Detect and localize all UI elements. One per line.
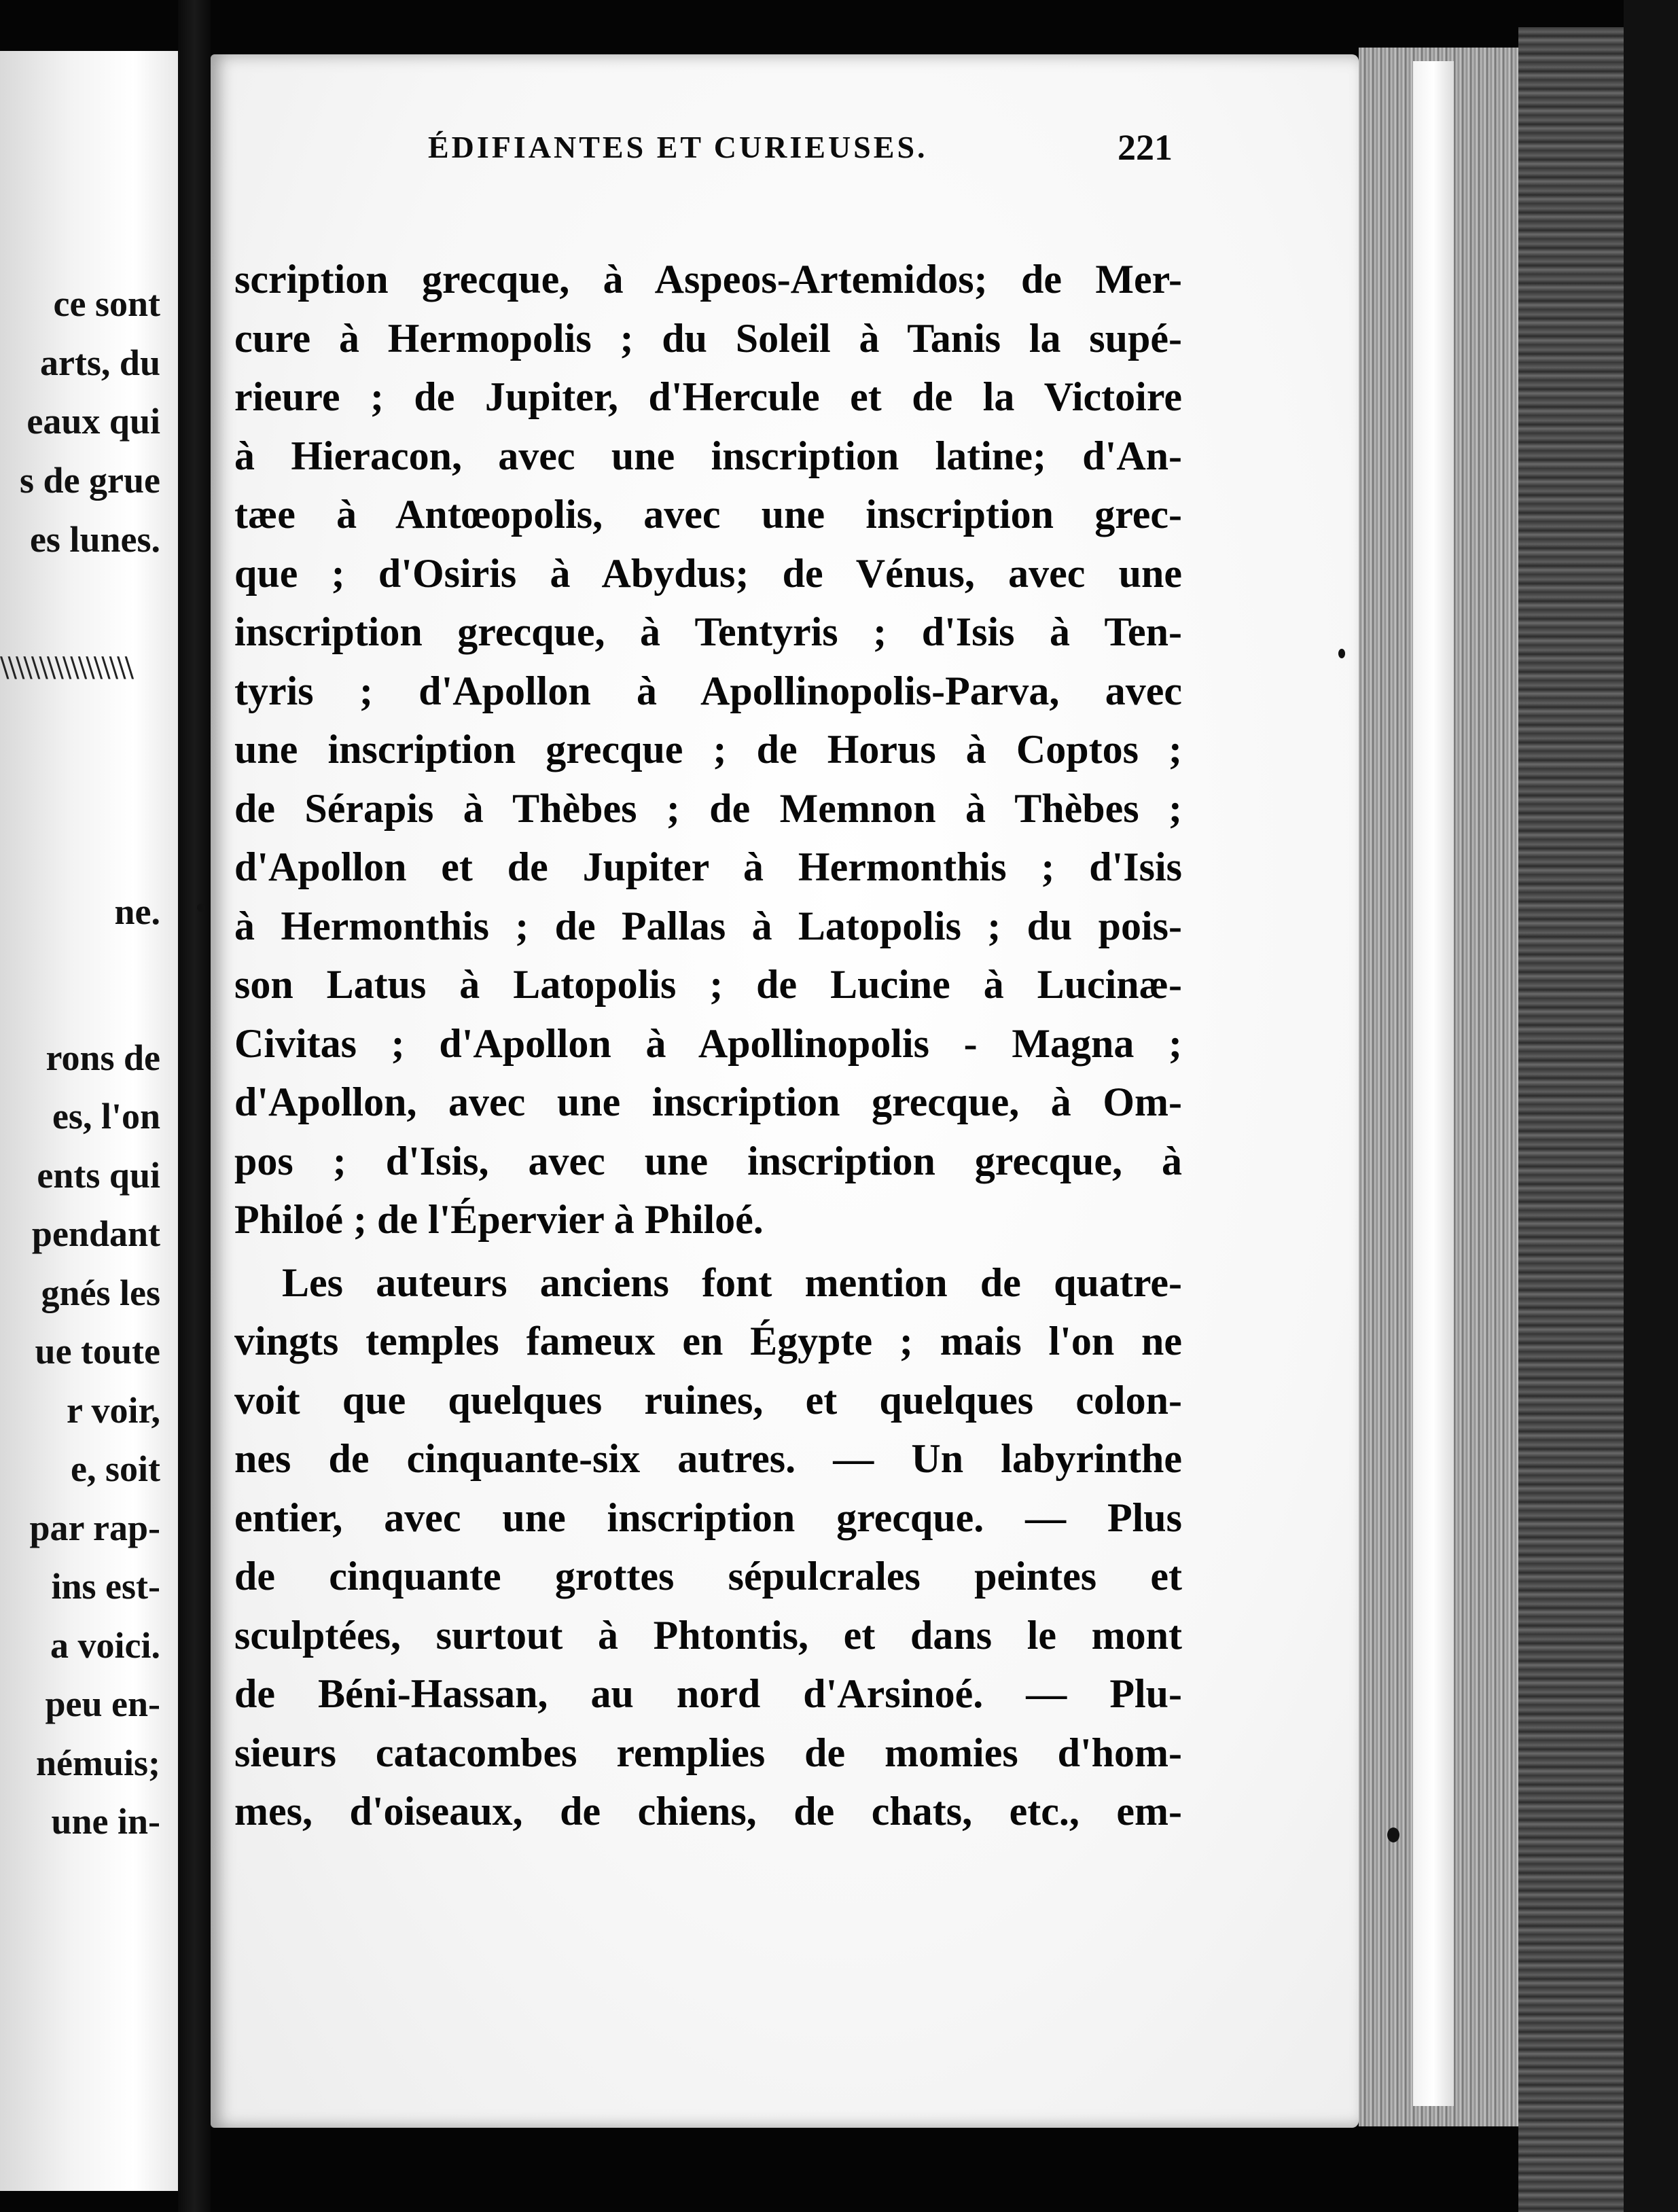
text-line: d'Apollon et de Jupiter à Hermonthis ; d'Isis (234, 844, 1182, 889)
text-line: sieurs catacombes remplies de momies d'hom- (234, 1730, 1182, 1775)
left-line: pendant (31, 1213, 160, 1254)
text-line: de Béni-Hassan, au nord d'Arsinoé. — Plu- (234, 1671, 1182, 1716)
text-line: Civitas ; d'Apollon à Apollinopolis - Magna ; (234, 1020, 1182, 1066)
text-line: une inscription grecque ; de Horus à Coptos ; (234, 727, 1182, 772)
text-line: à Hermonthis ; de Pallas à Latopolis ; du pois- (234, 903, 1182, 948)
text-line: rieure ; de Jupiter, d'Hercule et de la Victoire (234, 374, 1182, 419)
left-line: une in- (51, 1801, 160, 1842)
text-line: sculptées, surtout à Phtontis, et dans le mont (234, 1612, 1182, 1658)
text-line: de cinquante grottes sépulcrales peintes et (234, 1554, 1182, 1599)
text-line: entier, avec une inscription grecque. — Plus (234, 1495, 1182, 1540)
text-line: vingts temples fameux en Égypte ; mais l'on ne (234, 1319, 1182, 1363)
ink-speck (1387, 1827, 1399, 1842)
left-line: ins est- (51, 1566, 160, 1607)
text-line: son Latus à Latopolis ; de Lucine à Lucinæ- (234, 962, 1182, 1007)
text-line: cure à Hermopolis ; du Soleil à Tanis la supé- (234, 315, 1182, 361)
left-page-fragment (0, 51, 178, 2191)
left-line: rons de (46, 1037, 160, 1078)
book-spine-shadow (1624, 0, 1678, 2212)
left-line: arts, du (39, 342, 160, 383)
text-line: scription grecque, à Aspeos-Artemidos; de Mer- (234, 257, 1182, 302)
text-line: à Hieracon, avec une inscription latine; d'An- (234, 433, 1182, 478)
left-line: a voici. (50, 1625, 160, 1666)
left-line: ents qui (37, 1155, 160, 1196)
left-line: ue toute (35, 1331, 160, 1372)
left-line: e, soit (71, 1448, 160, 1489)
text-line: tæe à Antœopolis, avec une inscription grec- (234, 492, 1182, 537)
left-line: eaux qui (26, 401, 160, 442)
text-line: voit que quelques ruines, et quelques colon- (234, 1377, 1182, 1423)
ink-speck (197, 904, 205, 912)
text-line: pos ; d'Isis, avec une inscription grecque, à (234, 1138, 1182, 1183)
left-line: s de grue (20, 460, 160, 501)
body-text (234, 250, 1182, 1841)
page-edge-highlight (1413, 61, 1454, 2106)
left-line: némuis; (35, 1743, 160, 1783)
text-line: d'Apollon, avec une inscription grecque, à Om- (234, 1080, 1182, 1124)
left-line: es lunes. (29, 519, 160, 560)
text-line: inscription grecque, à Tentyris ; d'Isis à Ten- (234, 609, 1182, 654)
page-number: 221 (1118, 127, 1173, 168)
left-line: es, l'on (52, 1096, 160, 1137)
text-line: Philoé ; de l'Épervier à Philoé. (234, 1197, 764, 1242)
running-title: ÉDIFIANTES ET CURIEUSES. (428, 130, 928, 164)
left-line: ne. (114, 891, 160, 932)
left-line: par rap- (29, 1508, 160, 1548)
left-line: gnés les (41, 1272, 160, 1313)
text-line: que ; d'Osiris à Abydus; de Vénus, avec une (234, 550, 1182, 596)
text-line: mes, d'oiseaux, de chiens, de chats, etc., em- (234, 1789, 1182, 1834)
ink-speck (1338, 649, 1345, 658)
book-gutter (178, 0, 211, 2212)
text-line: Les auteurs anciens font mention de quatre- (282, 1260, 1182, 1305)
left-line: ce sont (53, 283, 160, 324)
ornament-rule: \\\\\\\\\\\\\\\\\ (0, 652, 133, 683)
left-line: peu en- (45, 1683, 160, 1724)
left-line: r voir, (66, 1390, 160, 1431)
running-head (211, 129, 1175, 183)
text-line: nes de cinquante-six autres. — Un labyrinthe (234, 1436, 1182, 1481)
text-line: de Sérapis à Thèbes ; de Memnon à Thèbes ; (234, 785, 1182, 831)
text-line: tyris ; d'Apollon à Apollinopolis-Parva, avec (234, 668, 1182, 713)
